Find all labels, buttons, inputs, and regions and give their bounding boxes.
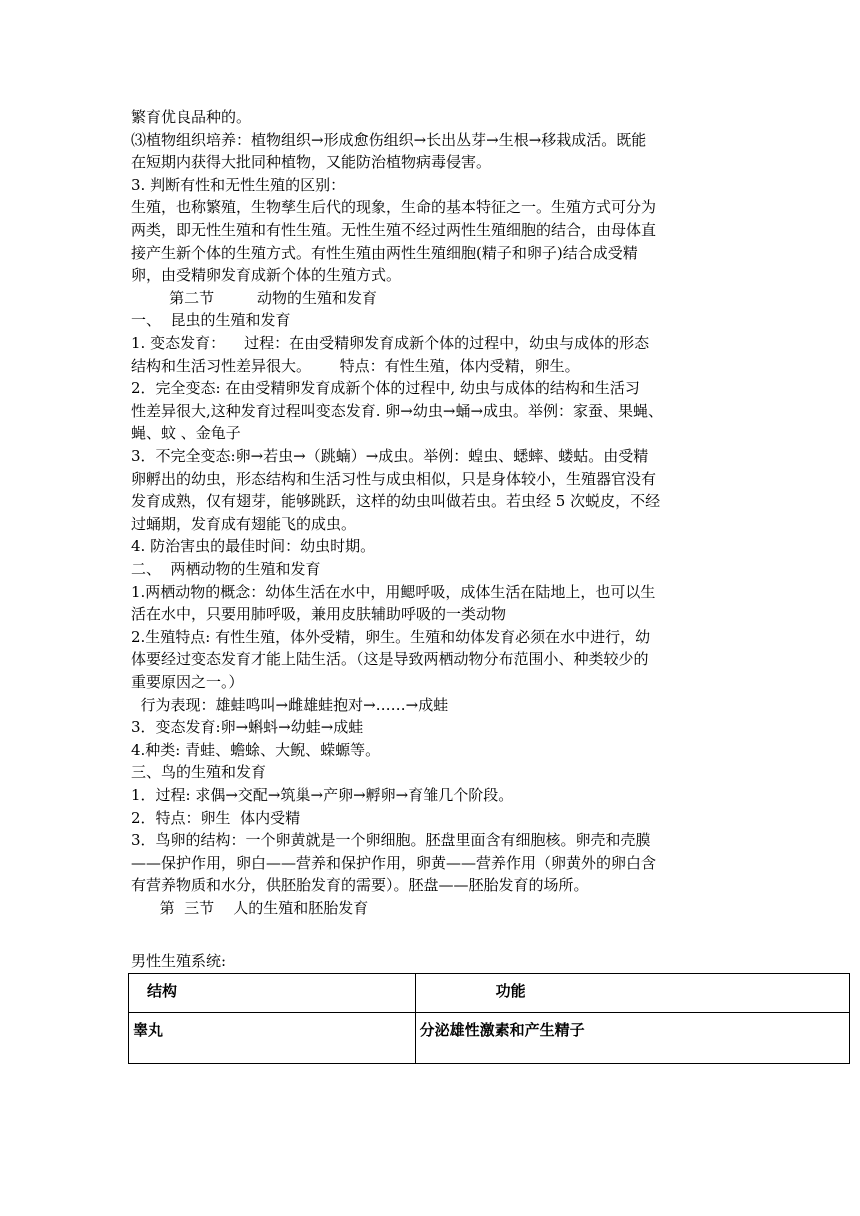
text-line: 二、 两栖动物的生殖和发育 <box>131 560 321 578</box>
text-line: 两类，即无性生殖和有性生殖。无性生殖不经过两性生殖细胞的结合，由母体直 <box>131 221 657 239</box>
text-line: 三、鸟的生殖和发育 <box>131 763 267 781</box>
cell-function: 分泌雄性激素和产生精子 <box>415 1013 849 1064</box>
text-line: ——保护作用，卵白——营养和保护作用，卵黄——营养作用（卵黄外的卵白含 <box>131 854 657 872</box>
table-caption: 男性生殖系统: <box>131 952 227 970</box>
text-line: 结构和生活习性差异很大。 特点：有性生殖，体内受精，卵生。 <box>131 357 580 375</box>
text-line: 有营养物质和水分，供胚胎发育的需要）。胚盘——胚胎发育的场所。 <box>131 876 589 894</box>
text-line: 重要原因之一。） <box>131 673 244 691</box>
text-line: 第二节 动物的生殖和发育 <box>131 289 378 307</box>
text-line: 性差异很大,这种发育过程叫变态发育. 卵→幼虫→蛹→成虫。举例：家蚕、果蝇、 <box>131 402 664 420</box>
table-header-row <box>129 974 850 1013</box>
text-line: 在短期内获得大批同种植物，又能防治植物病毒侵害。 <box>131 153 492 171</box>
table-row <box>129 1013 850 1064</box>
text-line: 发育成熟，仅有翅芽，能够跳跃，这样的幼虫叫做若虫。若虫经 5 次蜕皮，不经 <box>131 492 661 510</box>
text-line: 2．完全变态: 在由受精卵发育成新个体的过程中, 幼虫与成体的结构和生活习 <box>131 379 640 397</box>
text-line: 1. 变态发育： 过程：在由受精卵发育成新个体的过程中，幼虫与成体的形态 <box>131 334 650 352</box>
text-line: 一、 昆虫的生殖和发育 <box>131 311 291 329</box>
text-line: 体要经过变态发育才能上陆生活。（这是导致两栖动物分布范围小、种类较少的 <box>131 650 649 668</box>
text-line: 生殖，也称繁殖，生物孳生后代的现象，生命的基本特征之一。生殖方式可分为 <box>131 198 657 216</box>
text-line: 3．变态发育:卵→蝌蚪→幼蛙→成蛙 <box>131 718 364 736</box>
text-line: 卵，由受精卵发育成新个体的生殖方式。 <box>131 266 402 284</box>
header-function: 功能 <box>415 974 849 1013</box>
male-reproductive-system-table <box>128 973 850 1064</box>
text-line: 繁育优良品种的。 <box>131 108 252 126</box>
text-line: 2．特点：卵生 体内受精 <box>131 809 301 827</box>
text-line: 3. 判断有性和无性生殖的区别： <box>131 176 346 194</box>
text-line: 4.种类: 青蛙、蟾蜍、大鲵、蝾螈等。 <box>131 741 381 759</box>
text-line: 卵孵出的幼虫，形态结构和生活习性与成虫相似，只是身体较小，生殖器官没有 <box>131 470 657 488</box>
text-line: 活在水中，只要用肺呼吸，兼用皮肤辅助呼吸的一类动物 <box>131 605 507 623</box>
header-structure: 结构 <box>129 974 416 1013</box>
text-line: 蝇、蚊 、金龟子 <box>131 424 241 442</box>
text-line: 1．过程: 求偶→交配→筑巢→产卵→孵卵→育雏几个阶段。 <box>131 786 514 804</box>
text-line: 第 三节 人的生殖和胚胎发育 <box>131 899 369 917</box>
text-line: ⑶植物组织培养：植物组织→形成愈伤组织→长出丛芽→生根→移栽成活。既能 <box>131 131 647 149</box>
text-line: 2.生殖特点: 有性生殖，体外受精，卵生。生殖和幼体发育必须在水中进行，幼 <box>131 628 651 646</box>
text-line: 接产生新个体的生殖方式。有性生殖由两性生殖细胞(精子和卵子)结合成受精 <box>131 244 638 262</box>
text-line: 过蛹期，发育成有翅能飞的成虫。 <box>131 515 357 533</box>
text-line: 行为表现：雄蛙鸣叫→雌雄蛙抱对→……→成蛙 <box>131 696 449 714</box>
cell-structure: 睾丸 <box>129 1013 416 1064</box>
text-line: 1.两栖动物的概念：幼体生活在水中，用鳃呼吸，成体生活在陆地上，也可以生 <box>131 583 656 601</box>
text-line: 3．不完全变态:卵→若虫→（跳蝻）→成虫。举例：蝗虫、蟋蟀、蝼蛄。由受精 <box>131 447 649 465</box>
text-line: 4. 防治害虫的最佳时间：幼虫时期。 <box>131 537 376 555</box>
text-line: 3．鸟卵的结构：一个卵黄就是一个卵细胞。胚盘里面含有细胞核。卵壳和壳膜 <box>131 831 651 849</box>
